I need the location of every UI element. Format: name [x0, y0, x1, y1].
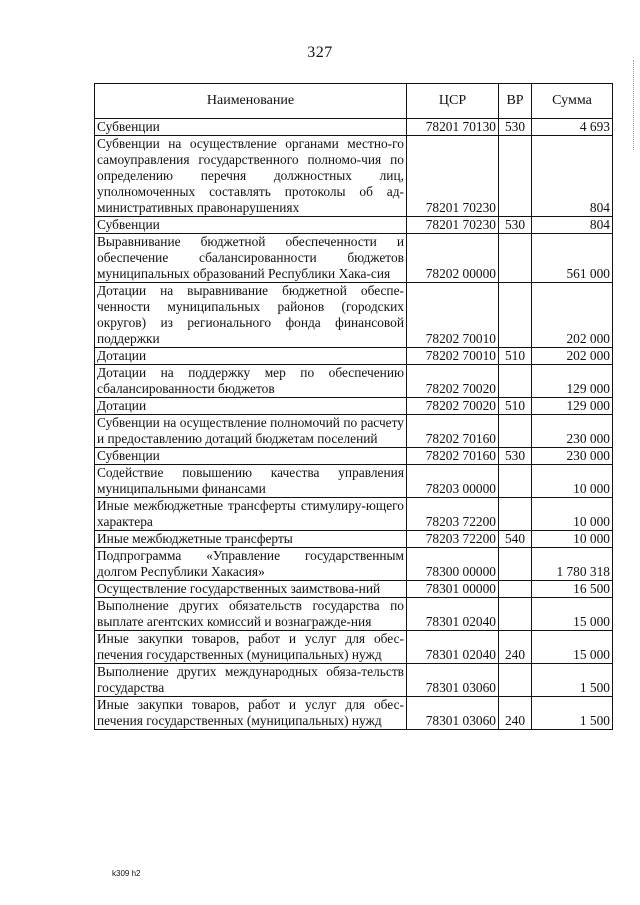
row-sum: 804	[532, 136, 613, 217]
table-header-row	[95, 84, 613, 119]
row-sum: 1 500	[532, 697, 613, 730]
header-vr: ВР	[499, 84, 532, 119]
row-sum: 804	[532, 217, 613, 234]
row-csr: 78202 70160	[407, 448, 499, 465]
table-row	[95, 415, 613, 448]
row-vr: 530	[499, 448, 532, 465]
row-vr	[499, 548, 532, 581]
row-sum: 10 000	[532, 498, 613, 531]
row-vr: 510	[499, 398, 532, 415]
table-row	[95, 283, 613, 348]
table-row	[95, 498, 613, 531]
header-sum: Сумма	[532, 84, 613, 119]
row-name: Иные межбюджетные трансферты стимулиру-ющего характера	[95, 498, 407, 531]
row-vr	[499, 234, 532, 283]
row-csr: 78301 03060	[407, 697, 499, 730]
row-name: Иные закупки товаров, работ и услуг для обес-печения государственных (муниципальных) нужд	[95, 631, 407, 664]
row-sum: 15 000	[532, 598, 613, 631]
row-sum: 10 000	[532, 465, 613, 498]
row-vr	[499, 664, 532, 697]
row-csr: 78201 70130	[407, 119, 499, 136]
row-vr	[499, 498, 532, 531]
table-row	[95, 448, 613, 465]
row-csr: 78301 02040	[407, 631, 499, 664]
row-sum: 10 000	[532, 531, 613, 548]
row-csr: 78202 70020	[407, 365, 499, 398]
row-vr	[499, 465, 532, 498]
footer-code: k309 h2	[112, 869, 141, 878]
table-row	[95, 631, 613, 664]
row-vr: 510	[499, 348, 532, 365]
row-sum: 15 000	[532, 631, 613, 664]
row-name: Выравнивание бюджетной обеспеченности и обеспечение сбалансированности бюджетов муниципальных образований Республики Хака-сия	[95, 234, 407, 283]
row-sum: 202 000	[532, 348, 613, 365]
row-csr: 78202 70020	[407, 398, 499, 415]
header-name: Наименование	[95, 84, 407, 119]
row-name: Дотации на выравнивание бюджетной обеспе-ченности муниципальных районов (городских округов) из регионального фонда финансовой поддержки	[95, 283, 407, 348]
row-name: Выполнение других обязательств государства по выплате агентских комиссий и вознагражде-ния	[95, 598, 407, 631]
row-csr: 78301 03060	[407, 664, 499, 697]
row-csr: 78203 72200	[407, 498, 499, 531]
table-row	[95, 217, 613, 234]
row-csr: 78301 02040	[407, 598, 499, 631]
table-row	[95, 531, 613, 548]
row-csr: 78202 00000	[407, 234, 499, 283]
row-sum: 230 000	[532, 448, 613, 465]
row-name: Дотации	[95, 348, 407, 365]
table-row	[95, 348, 613, 365]
row-vr	[499, 283, 532, 348]
row-csr: 78203 72200	[407, 531, 499, 548]
row-sum: 202 000	[532, 283, 613, 348]
table-row	[95, 465, 613, 498]
row-name: Субвенции	[95, 217, 407, 234]
row-sum: 129 000	[532, 398, 613, 415]
row-name: Субвенции	[95, 448, 407, 465]
table-row	[95, 664, 613, 697]
row-name: Субвенции на осуществление полномочий по расчету и предоставлению дотаций бюджетам поселений	[95, 415, 407, 448]
row-sum: 16 500	[532, 581, 613, 598]
row-name: Иные межбюджетные трансферты	[95, 531, 407, 548]
table-row	[95, 365, 613, 398]
row-name: Субвенции на осуществление органами местно-го самоуправления государственного полномо-чия по определению перечня должностных лиц, уполномоченных составлять протоколы об ад-министративных правонарушениях	[95, 136, 407, 217]
table-row	[95, 119, 613, 136]
row-sum: 230 000	[532, 415, 613, 448]
row-vr	[499, 598, 532, 631]
row-name: Содействие повышению качества управления муниципальными финансами	[95, 465, 407, 498]
row-sum: 129 000	[532, 365, 613, 398]
row-sum: 1 780 318	[532, 548, 613, 581]
table-row	[95, 136, 613, 217]
row-name: Подпрограмма «Управление государственным долгом Республики Хакасия»	[95, 548, 407, 581]
row-vr: 240	[499, 631, 532, 664]
row-name: Дотации	[95, 398, 407, 415]
row-csr: 78300 00000	[407, 548, 499, 581]
row-csr: 78202 70010	[407, 283, 499, 348]
table-row	[95, 398, 613, 415]
row-sum: 561 000	[532, 234, 613, 283]
row-name: Осуществление государственных заимствова-ний	[95, 581, 407, 598]
row-vr: 530	[499, 217, 532, 234]
row-vr: 530	[499, 119, 532, 136]
row-name: Выполнение других международных обяза-тельств государства	[95, 664, 407, 697]
row-sum: 4 693	[532, 119, 613, 136]
row-name: Иные закупки товаров, работ и услуг для обес-печения государственных (муниципальных) нужд	[95, 697, 407, 730]
row-vr	[499, 365, 532, 398]
table-row	[95, 548, 613, 581]
row-csr: 78202 70160	[407, 415, 499, 448]
row-vr	[499, 415, 532, 448]
table-row	[95, 598, 613, 631]
table-row	[95, 581, 613, 598]
budget-table	[94, 83, 613, 730]
row-vr	[499, 136, 532, 217]
row-csr: 78202 70010	[407, 348, 499, 365]
row-csr: 78301 00000	[407, 581, 499, 598]
row-vr	[499, 581, 532, 598]
row-vr: 540	[499, 531, 532, 548]
row-name: Субвенции	[95, 119, 407, 136]
header-csr: ЦСР	[407, 84, 499, 119]
table-row	[95, 234, 613, 283]
row-vr: 240	[499, 697, 532, 730]
page-number: 327	[307, 44, 333, 61]
row-csr: 78201 70230	[407, 136, 499, 217]
row-csr: 78201 70230	[407, 217, 499, 234]
margin-mark	[633, 60, 638, 150]
table-row	[95, 697, 613, 730]
row-csr: 78203 00000	[407, 465, 499, 498]
row-name: Дотации на поддержку мер по обеспечению сбалансированности бюджетов	[95, 365, 407, 398]
row-sum: 1 500	[532, 664, 613, 697]
